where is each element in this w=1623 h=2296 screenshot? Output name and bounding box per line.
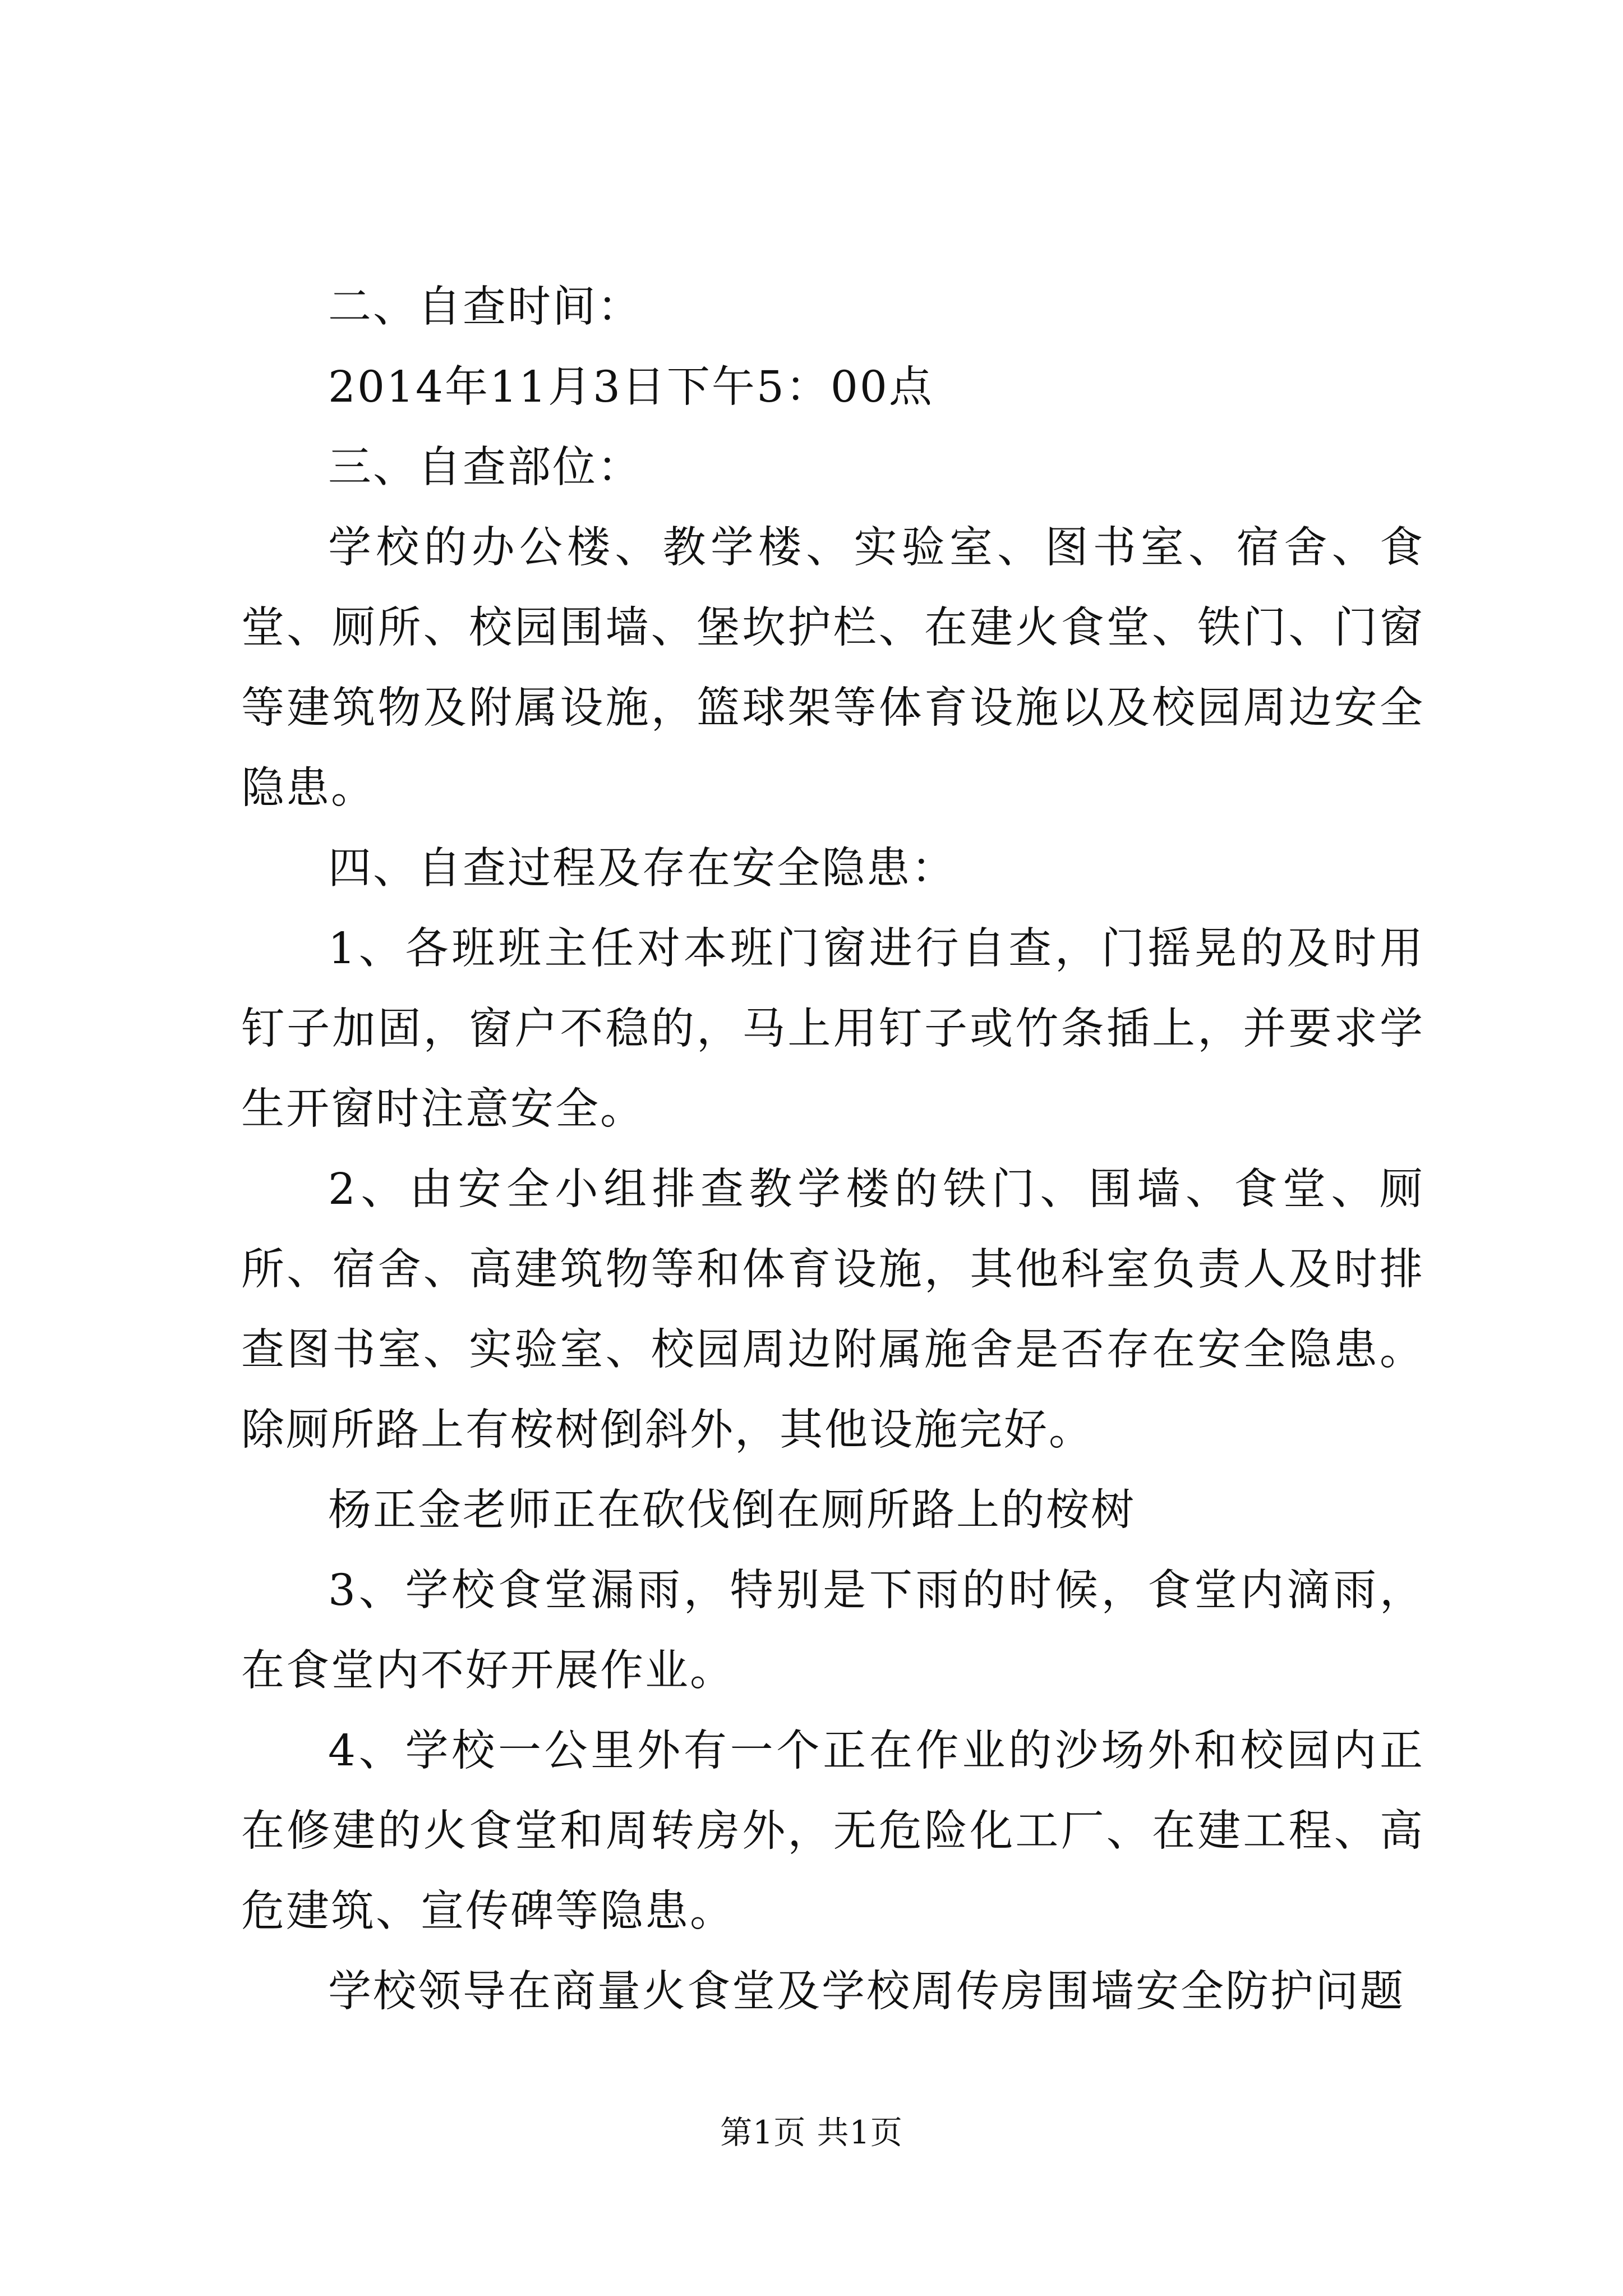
document-body bbox=[241, 267, 1424, 2032]
inspection-locations-text: 学校的办公楼、教学楼、实验室、图书室、宿舍、食堂、厕所、校园围墙、堡坎护栏、在建火食堂、铁门、门窗等建筑物及附属设施，篮球架等体育设施以及校园周边安全隐患。 bbox=[241, 523, 1424, 813]
heading-inspection-locations: 三、自查部位： bbox=[328, 443, 642, 493]
finding-item-2: 2、由安全小组排查教学楼的铁门、围墙、食堂、厕所、宿舍、高建筑物等和体育设施，其他科室负责人及时排查图书室、实验室、校园周边附属施舍是否存在安全隐患。除厕所路上有桉树倒斜外，其他设施完好。 bbox=[241, 1165, 1424, 1455]
page-footer: 第1页 共1页 bbox=[720, 2114, 903, 2151]
heading-inspection-process: 四、自查过程及存在安全隐患： bbox=[328, 844, 956, 894]
finding-item-1: 1、各班班主任对本班门窗进行自查，门摇晃的及时用钉子加固，窗户不稳的，马上用钉子或竹条插上，并要求学生开窗时注意安全。 bbox=[241, 924, 1424, 1134]
finding-item-4: 4、学校一公里外有一个正在作业的沙场外和校园内正在修建的火食堂和周转房外，无危险化工厂、在建工程、高危建筑、宣传碑等隐患。 bbox=[241, 1726, 1424, 1936]
photo-caption-tree: 杨正金老师正在砍伐倒在厕所路上的桉树 bbox=[328, 1485, 1136, 1535]
inspection-datetime: 2014年11月3日下午5：00点 bbox=[328, 362, 934, 412]
photo-caption-discussion: 学校领导在商量火食堂及学校周传房围墙安全防护问题 bbox=[328, 1967, 1405, 2017]
heading-inspection-time: 二、自查时间： bbox=[328, 282, 642, 332]
finding-item-3: 3、学校食堂漏雨，特别是下雨的时候，食堂内滴雨，在食堂内不好开展作业。 bbox=[241, 1566, 1424, 1696]
